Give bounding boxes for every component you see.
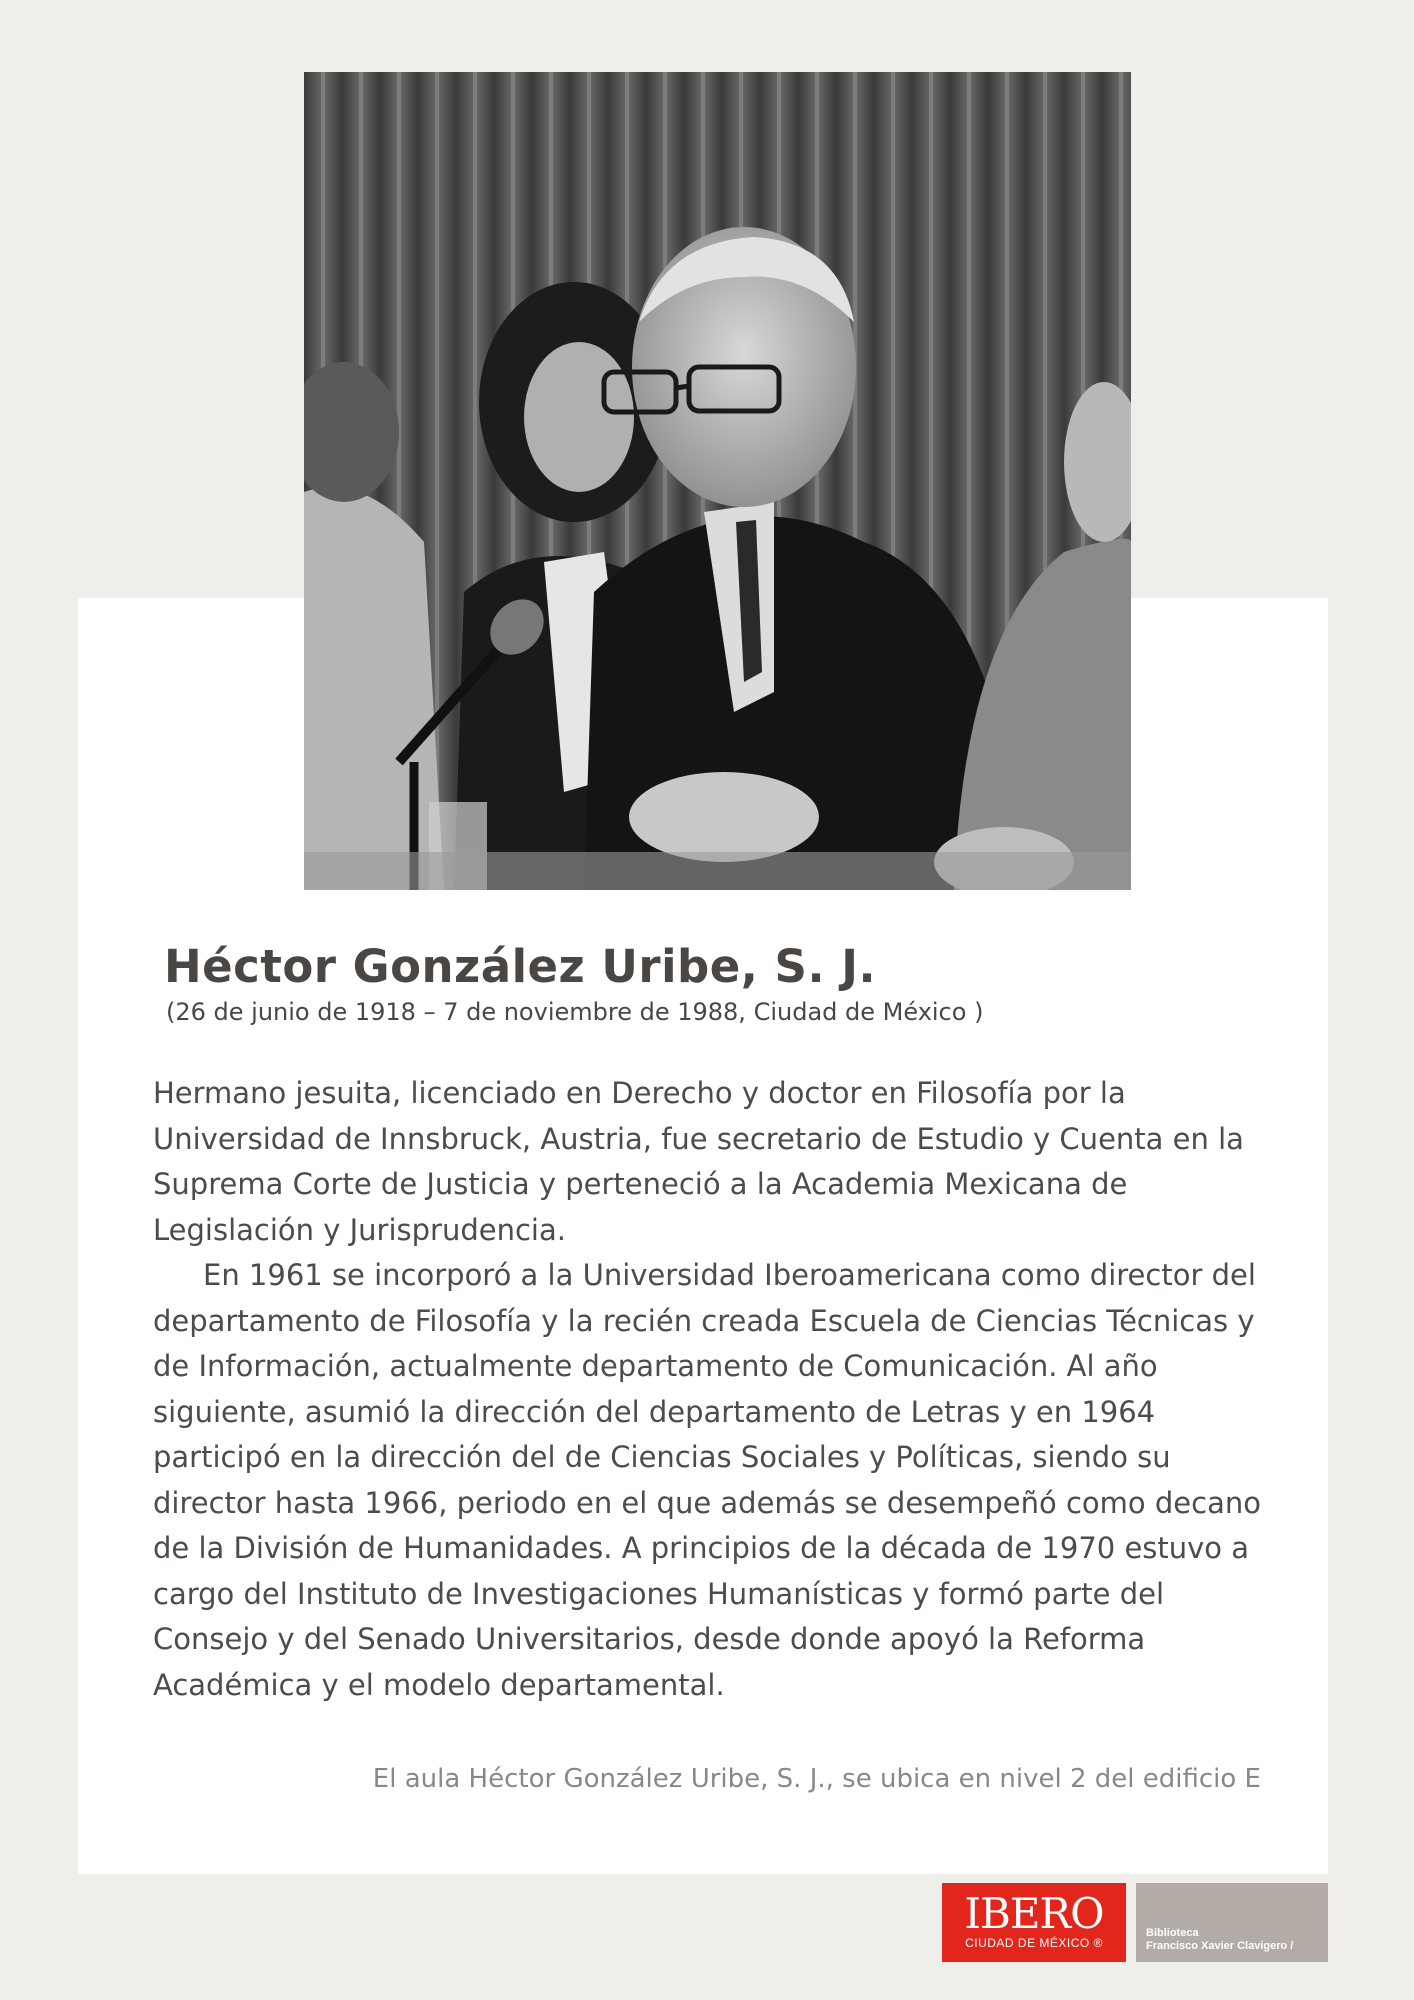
ibero-logo-subtitle: CIUDAD DE MÉXICO ® [965,1936,1103,1950]
ibero-logo-wordmark: IBERO [964,1889,1104,1938]
biography [153,1071,1283,1708]
portrait-photo [304,72,1131,890]
person-name: Héctor González Uribe, S. J. [164,940,877,993]
classroom-location-note: El aula Héctor González Uribe, S. J., se ubica en nivel 2 del edificio E [372,1764,1261,1794]
bio-paragraph-1: Hermano jesuita, licenciado en Derecho y doctor en Filosofía por la Universidad de Innsbruck, Austria, fue secretario de Estudio y Cuenta en la Suprema Corte de Justicia y perteneció a la Academia Mexicana de Legislación y Jurisprudencia. [153,1076,1244,1247]
ibero-logo [942,1883,1126,1962]
bio-paragraph-2: En 1961 se incorporó a la Universidad Iberoamericana como director del departamento de Filosofía y la recién creada Escuela de Ciencias Técnicas y de Información, actualmente departamento de Comunicación. Al año siguiente, asumió la dirección del departamento de Letras y en 1964 participó en la dirección del de Ciencias Sociales y Políticas, siendo su director hasta 1966, periodo en el que además se desempeñó como decano de la División de Humanidades. A principios de la década de 1970 estuvo a cargo del Instituto de Investigaciones Humanísticas y formó parte del Consejo y del Senado Universitarios, desde donde apoyó la Reforma Académica y el modelo departamental. [153,1258,1261,1702]
library-logo-text [1146,1927,1293,1953]
person-dates: (26 de junio de 1918 – 7 de noviembre de 1988, Ciudad de México ) [166,998,984,1026]
library-line-1: Biblioteca [1146,1927,1199,1939]
library-logo [1136,1883,1328,1962]
library-line-2: Francisco Xavier Clavigero / [1146,1940,1294,1952]
